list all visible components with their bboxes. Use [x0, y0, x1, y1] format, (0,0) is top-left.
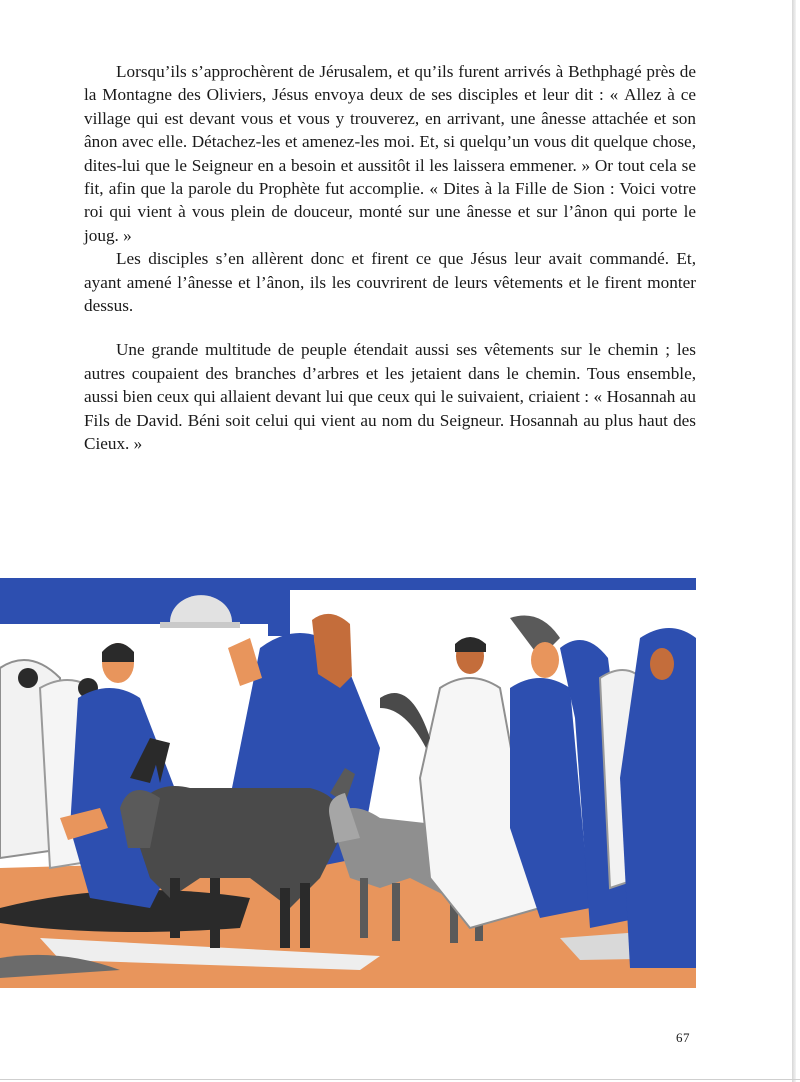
- illustration-drawing: [0, 578, 696, 988]
- entry-into-jerusalem-illustration: [0, 578, 696, 988]
- page-edge: [792, 0, 796, 1082]
- paragraph-3: Une grande multitude de peuple étendait aussi ses vêtements sur le chemin ; les autres coupaient des branches d’arbres et les jetaient dans le chemin. Tous ensemble, aussi bien ceux qui allaient devant lui que ceux qui le suivaient, criaient : « Hosannah au Fils de David. Béni soit celui qui vient au nom du Seigneur. Hosannah au plus haut des Cieux. »: [84, 340, 696, 454]
- paragraph-1: Lorsqu’ils s’approchèrent de Jérusalem, et qu’ils furent arrivés à Bethphagé près de la Montagne des Oliviers, Jésus envoya deux de ses disciples et leur dit : « Allez à ce village qui est devant vous et vous y trouverez, en arrivant, une ânesse attachée et son ânon avec elle. Détachez-les et amenez-les moi. Et, si quelqu’un vous dit quelque chose, dites-lui que le Seigneur en a besoin et aussitôt il les laissera emmener. » Or tout cela se fit, afin que la parole du Prophète fut accomplie. « Dites à la Fille de Sion : Voici votre roi qui vient à vous plein de douceur, monté sur une ânesse et sur l’ânon qui porte le joug. »: [84, 62, 696, 245]
- paragraph-2: Les disciples s’en allèrent donc et firent ce que Jésus leur avait commandé. Et, ayant amené l’ânesse et l’ânon, ils les couvrirent de leurs vêtements et le firent monter dessus.: [84, 249, 696, 316]
- page-number: 67: [676, 1030, 690, 1045]
- body-text: [84, 60, 696, 456]
- bottom-rule: [0, 1079, 800, 1080]
